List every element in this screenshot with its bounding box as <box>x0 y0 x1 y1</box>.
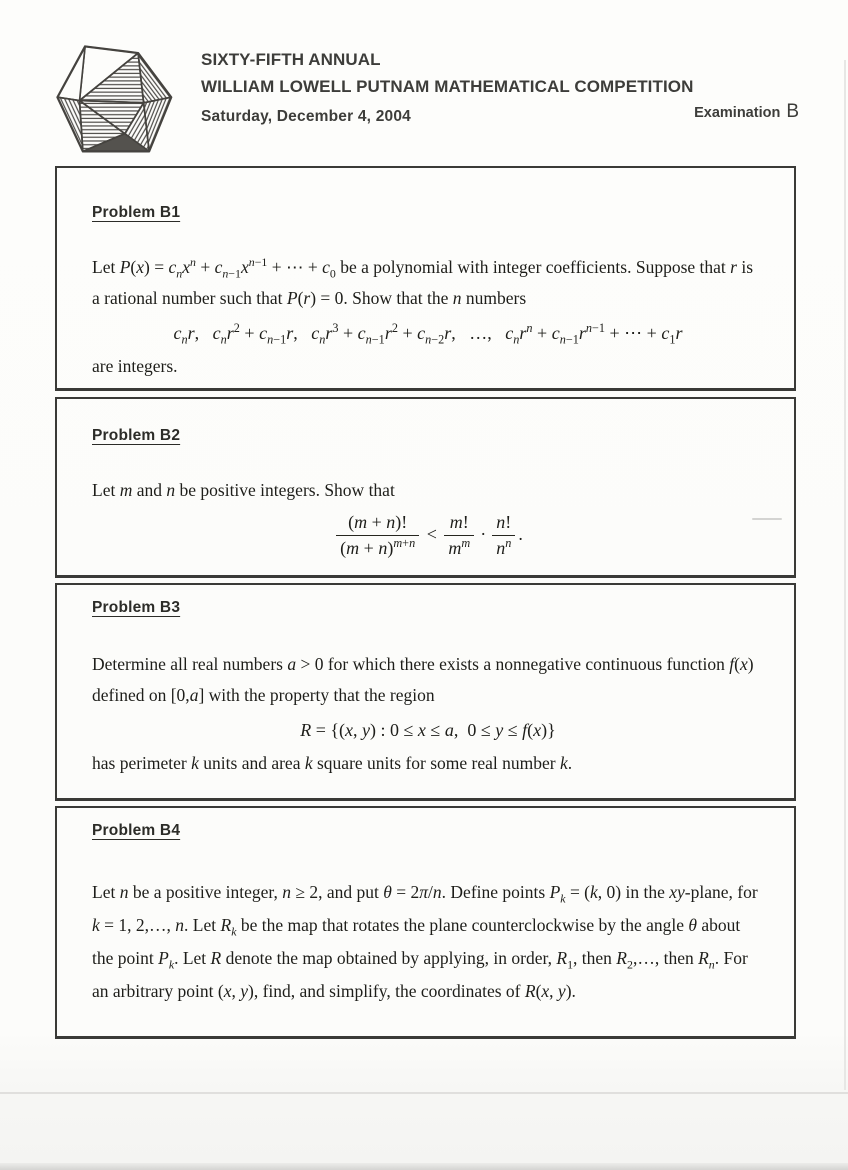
examination-letter: B <box>786 101 799 122</box>
header-line2: WILLIAM LOWELL PUTNAM MATHEMATICAL COMPETITION <box>201 77 694 96</box>
header-date: Saturday, December 4, 2004 <box>201 108 411 125</box>
header-line1: SIXTY-FIFTH ANNUAL <box>201 50 381 69</box>
scan-right-edge-shadow <box>844 60 846 1090</box>
examination-word: Examination <box>694 105 781 121</box>
examination-label <box>694 101 799 123</box>
problem-b1-text: Let $P(x) = c_nx^n + c_{n-1}x^{n-1}$ + ⋯ + $c_0$ be a polynomial with integer coefficients. Suppose that r is a rational number such that P(r) = 0. Show that the n numbers <box>92 255 754 308</box>
problem-b1-title: Problem B1 <box>92 204 181 221</box>
scan-smudge <box>752 518 782 520</box>
problem-b4-title: Problem B4 <box>92 822 181 839</box>
problem-b3-outro: has perimeter k units and area k square units for some real number k. <box>92 753 573 773</box>
problem-b1-outro: are integers. <box>92 356 178 376</box>
scan-bottom-edge <box>0 1163 848 1170</box>
problem-box-b2 <box>55 397 796 578</box>
problem-b2-text: Let m and n be positive integers. Show that <box>92 480 395 500</box>
problem-box-b1 <box>55 166 796 391</box>
problem-b3-equation: R = {(x, y) : 0 ≤ x ≤ a, 0 ≤ y ≤ f(x)} <box>300 720 556 740</box>
scan-page-edge-line <box>0 1092 848 1094</box>
icosahedron-logo-icon <box>55 42 177 158</box>
header-block <box>201 50 761 126</box>
problem-b3-text: Determine all real numbers a > 0 for which there exists a nonnegative continuous function f(x) defined on [0,a] with the property that the region <box>92 654 754 705</box>
problem-box-b3 <box>55 583 796 801</box>
problem-b3-title: Problem B3 <box>92 599 181 616</box>
problem-box-b4 <box>55 806 796 1039</box>
problem-b2-title: Problem B2 <box>92 427 181 444</box>
problem-b2-equation: $\frac{(m + n)!}{(m + n)^{m+n}}$ < $\frac{m!}{m^m}$ · $\frac{n!}{n^n}$ . <box>92 510 764 562</box>
problem-b4-text: Let n be a positive integer, n ≥ 2, and put θ = 2π/n. Define points $P_k = (k$, 0) in the xy-plane, for k = 1, 2,…, n. Let $R_k$ be the map that rotates the plane counterclockwise by the angle θ about the point $P_k$. Let R denote the map obtained by applying, in order, $R_1$, then $R_2,\dots$, then $R_n$. For an arbitrary point (x, y), find, and simplify, the coordinates of R(x, y). <box>92 882 758 1001</box>
problem-b1-equation: $c_nr$, $c_nr^2 + c_{n-1}r$, $c_nr^3 + c_{n-1}r^2 + c_{n-2}r$, …, $c_nr^n + c_{n-1}r^{n-1}$ + ⋯ + $c_1r$ <box>173 321 683 347</box>
